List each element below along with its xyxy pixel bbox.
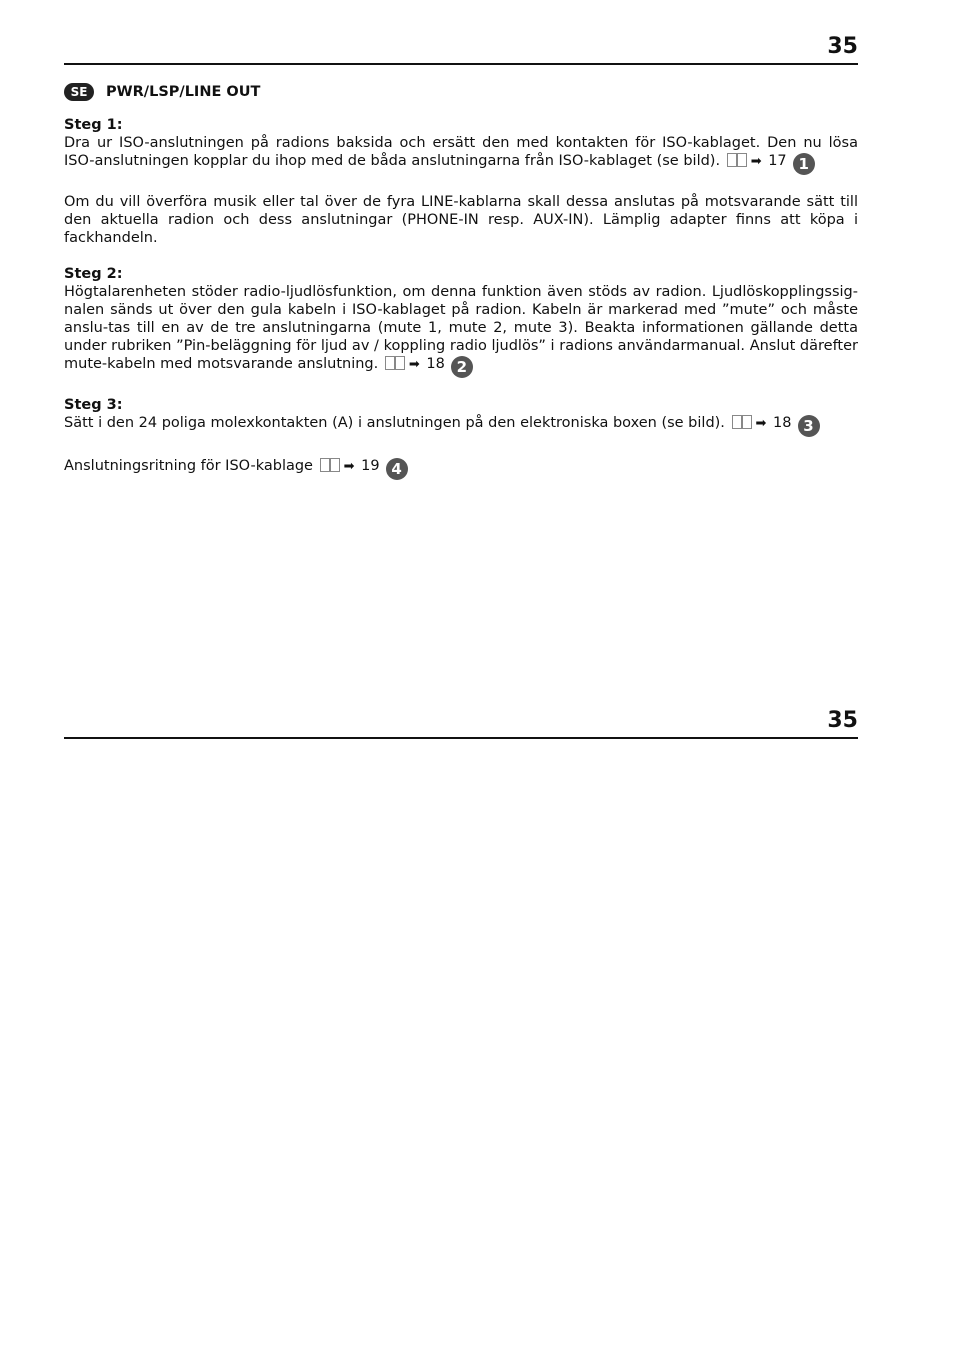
step-3-ref-page: 18 bbox=[773, 415, 792, 431]
main-content bbox=[64, 82, 858, 480]
step-1-reference bbox=[725, 153, 815, 173]
step-2-heading: Steg 2: bbox=[64, 266, 123, 282]
footer-rule bbox=[64, 737, 858, 739]
step-3-body: Sätt i den 24 poliga molexkontakten (A) i anslutningen på den elektroniska boxen (se bild). bbox=[64, 415, 725, 431]
book-icon bbox=[320, 458, 340, 471]
step-1-extra-text: Om du vill överföra musik eller tal över de fyra LINE-kablarna skall dessa anslutas på motsvarande sätt till den aktuella radion och dess anslutningar (PHONE-IN resp. AUX-IN). Lämplig adapter finns att köpa i fackhandeln. bbox=[64, 194, 858, 246]
diagram-reference bbox=[318, 458, 408, 478]
header-rule bbox=[64, 63, 858, 65]
page-number-bottom: 35 bbox=[827, 708, 858, 733]
book-icon bbox=[385, 356, 405, 369]
step-1-body: Dra ur ISO-anslutningen på radions baksida och ersätt den med kontakten för ISO-kablaget. Den nu lösa ISO-anslutningen kopplar du ihop med de båda anslutningarna från ISO-kablaget (se bild). bbox=[64, 135, 858, 169]
section-title: PWR/LSP/LINE OUT bbox=[106, 84, 261, 100]
step-1-ref-page: 17 bbox=[768, 153, 787, 169]
arrow-right-icon: ➡ bbox=[343, 459, 355, 474]
step-2-ref-page: 18 bbox=[426, 356, 445, 372]
step-2-ref-number: 2 bbox=[451, 356, 473, 378]
diagram-ref-page: 19 bbox=[361, 458, 380, 474]
book-icon bbox=[732, 415, 752, 428]
book-icon bbox=[727, 153, 747, 166]
step-3-ref-number: 3 bbox=[798, 415, 820, 437]
step-3-reference bbox=[730, 415, 820, 435]
step-1-text bbox=[64, 134, 858, 175]
section-header bbox=[64, 82, 858, 102]
language-badge: SE bbox=[64, 83, 94, 101]
step-1-heading: Steg 1: bbox=[64, 117, 123, 133]
step-2-text bbox=[64, 283, 858, 378]
diagram-ref-number: 4 bbox=[386, 458, 408, 480]
step-2-body: Högtalarenheten stöder radio-ljudlösfunktion, om denna funktion även stöds av radion. Ljudlöskopplingssig-nalen sänds ut över den gula kabeln i ISO-kablaget på radion. Kabeln är markerad med ”mute” och måste anslu-tas till en av de tre anslutningarna (mute 1, mute 2, mute 3). Beakta informationen gällande detta under rubriken ”Pin-beläggning för ljud av / koppling radio ljudlös” i radions användarmanual. Anslut därefter mute-kabeln med motsvarande anslutning. bbox=[64, 284, 858, 372]
step-3-heading: Steg 3: bbox=[64, 397, 123, 413]
arrow-right-icon: ➡ bbox=[408, 357, 420, 372]
arrow-right-icon: ➡ bbox=[755, 416, 767, 431]
diagram-reference-line bbox=[64, 457, 858, 480]
step-1-ref-number: 1 bbox=[793, 153, 815, 175]
step-3-text bbox=[64, 414, 858, 437]
step-2-reference bbox=[383, 356, 473, 376]
diagram-ref-text: Anslutningsritning för ISO-kablage bbox=[64, 458, 313, 474]
arrow-right-icon: ➡ bbox=[750, 154, 762, 169]
page-number-top: 35 bbox=[827, 34, 858, 59]
